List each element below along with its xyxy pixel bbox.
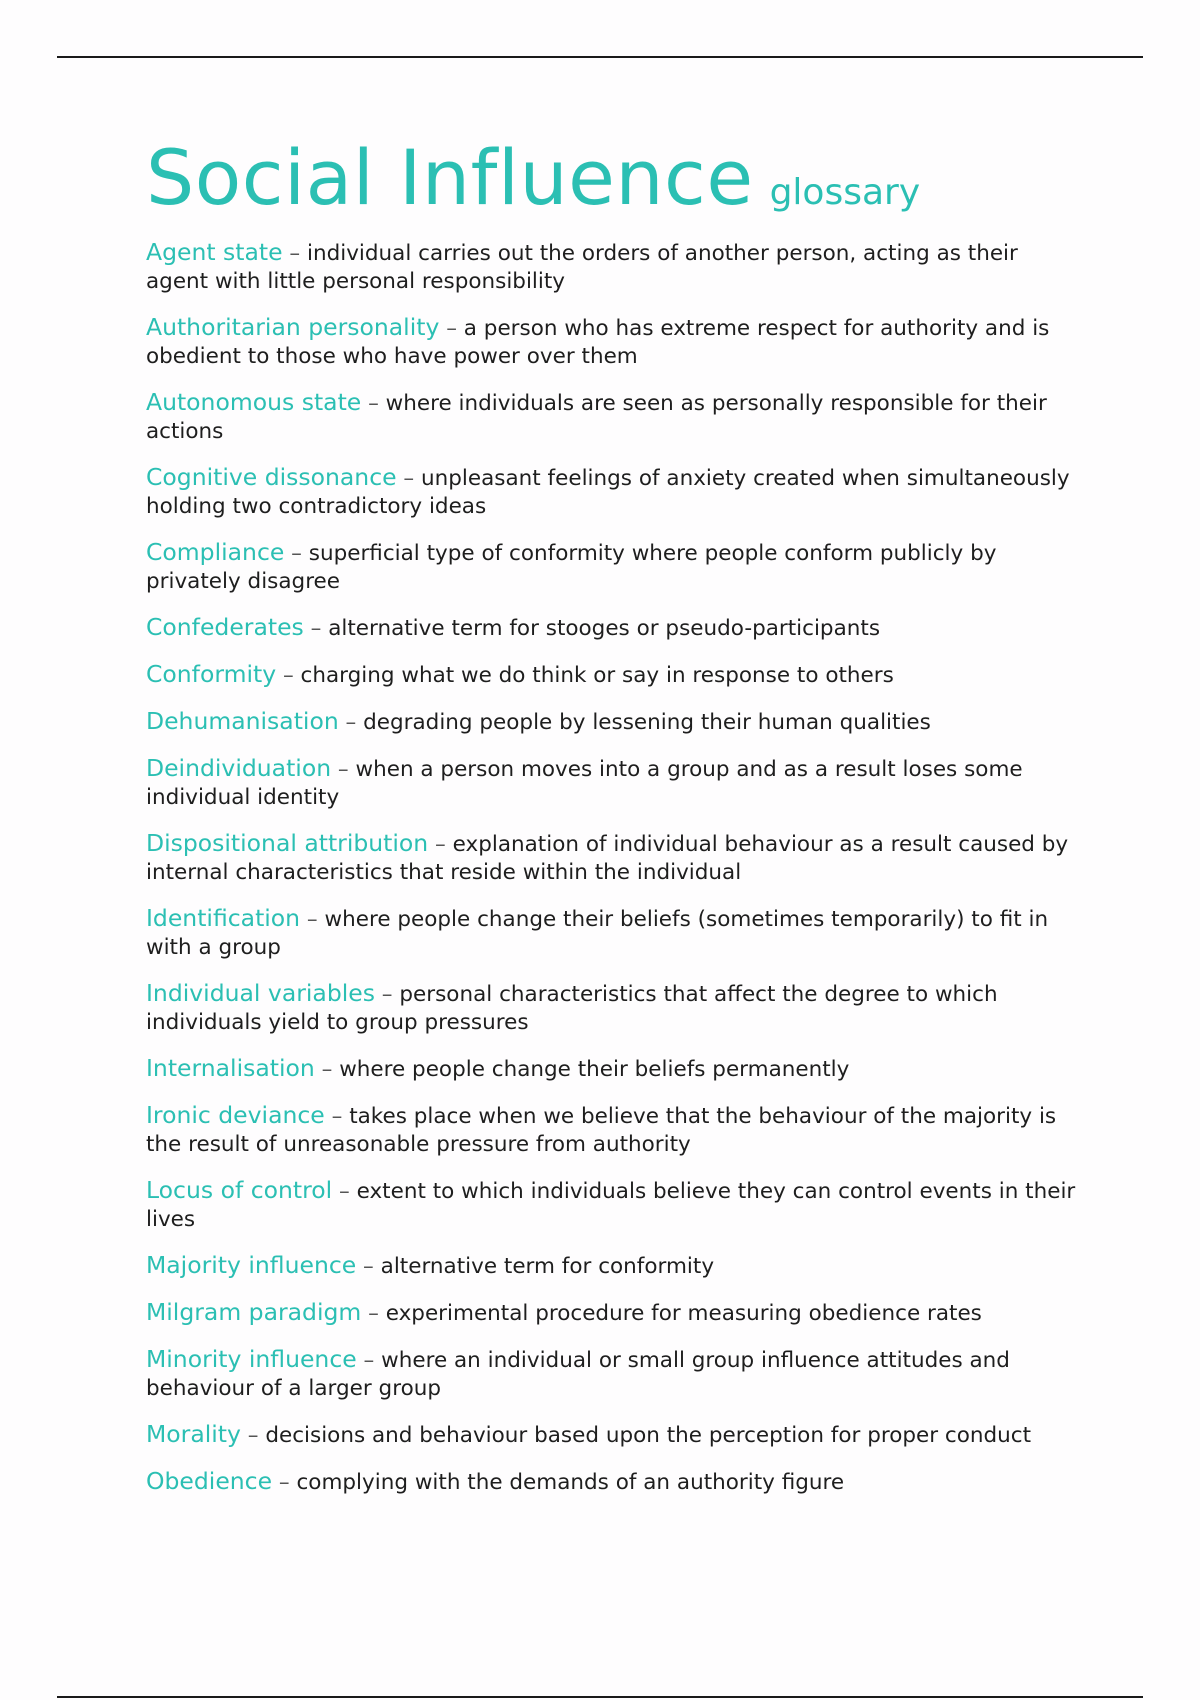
glossary-term: Dehumanisation	[146, 707, 339, 735]
term-separator: –	[396, 466, 422, 491]
glossary-term: Authoritarian personality	[146, 313, 440, 341]
glossary-definition: complying with the demands of an authority figure	[296, 1470, 845, 1495]
glossary-entry	[146, 1054, 1076, 1084]
title-subtitle: glossary	[769, 172, 921, 213]
term-separator: –	[300, 907, 325, 932]
term-separator: –	[282, 241, 307, 266]
term-separator: –	[276, 663, 301, 688]
term-separator: –	[303, 616, 329, 641]
term-separator: –	[361, 1301, 386, 1326]
glossary-definition: extent to which individuals believe they can control events in their lives	[146, 1179, 1076, 1232]
glossary-entry	[146, 538, 1076, 596]
title-main: Social Influence	[146, 133, 754, 222]
glossary-definition: where people change their beliefs permanently	[339, 1057, 850, 1082]
glossary-term: Confederates	[146, 613, 304, 641]
glossary-term: Conformity	[146, 660, 277, 688]
glossary-entry	[146, 388, 1076, 446]
glossary-definition: superficial type of conformity where people conform publicly by privately disagree	[146, 541, 997, 594]
glossary-definition: takes place when we believe that the behaviour of the majority is the result of unreasonable pressure from authority	[146, 1104, 1057, 1157]
glossary-term: Milgram paradigm	[146, 1298, 362, 1326]
glossary-definition: explanation of individual behaviour as a result caused by internal characteristics that reside within the individual	[146, 832, 1069, 885]
glossary-definition: personal characteristics that affect the degree to which individuals yield to group pressures	[146, 982, 998, 1035]
glossary-definition: where people change their beliefs (sometimes temporarily) to fit in with a group	[146, 907, 1049, 960]
glossary-term: Individual variables	[146, 979, 375, 1007]
term-separator: –	[356, 1348, 382, 1373]
term-separator: –	[374, 982, 400, 1007]
glossary-entry	[146, 1467, 1076, 1497]
term-separator: –	[331, 757, 356, 782]
glossary-definition: degrading people by lessening their human qualities	[363, 710, 931, 735]
bottom-rule	[57, 1696, 1143, 1698]
term-separator: –	[332, 1179, 357, 1204]
glossary-entry	[146, 1420, 1076, 1450]
glossary-entry	[146, 1298, 1076, 1328]
glossary-definition: experimental procedure for measuring obedience rates	[385, 1301, 982, 1326]
glossary-term: Autonomous state	[146, 388, 362, 416]
glossary-definition: when a person moves into a group and as a result loses some individual identity	[146, 757, 1023, 810]
glossary-list	[146, 238, 1076, 1497]
glossary-entry	[146, 1101, 1076, 1159]
glossary-entry	[146, 238, 1076, 296]
glossary-content	[146, 133, 1076, 1514]
glossary-definition: where an individual or small group influence attitudes and behaviour of a larger group	[146, 1348, 1010, 1401]
glossary-entry	[146, 707, 1076, 737]
glossary-term: Internalisation	[146, 1054, 315, 1082]
glossary-entry	[146, 660, 1076, 690]
glossary-entry	[146, 1176, 1076, 1234]
glossary-term: Agent state	[146, 238, 283, 266]
glossary-definition: decisions and behaviour based upon the perception for proper conduct	[265, 1423, 1032, 1448]
glossary-term: Ironic deviance	[146, 1101, 325, 1129]
glossary-term: Locus of control	[146, 1176, 333, 1204]
glossary-entry	[146, 313, 1076, 371]
glossary-term: Obedience	[146, 1467, 273, 1495]
term-separator: –	[284, 541, 309, 566]
glossary-definition: unpleasant feelings of anxiety created when simultaneously holding two contradictory ideas	[146, 466, 1070, 519]
term-separator: –	[439, 316, 464, 341]
glossary-definition: alternative term for stooges or pseudo-participants	[328, 616, 881, 641]
glossary-entry	[146, 979, 1076, 1037]
glossary-term: Dispositional attribution	[146, 829, 429, 857]
term-separator: –	[314, 1057, 340, 1082]
page-title	[146, 133, 1076, 222]
glossary-definition: charging what we do think or say in response to others	[300, 663, 894, 688]
glossary-term: Majority influence	[146, 1251, 357, 1279]
term-separator: –	[240, 1423, 266, 1448]
term-separator: –	[428, 832, 453, 857]
glossary-term: Cognitive dissonance	[146, 463, 397, 491]
term-separator: –	[338, 710, 364, 735]
glossary-entry	[146, 904, 1076, 962]
glossary-definition: individual carries out the orders of another person, acting as their agent with little personal responsibility	[146, 241, 1018, 294]
term-separator: –	[272, 1470, 297, 1495]
glossary-entry	[146, 1251, 1076, 1281]
top-rule	[57, 56, 1143, 58]
glossary-definition: where individuals are seen as personally responsible for their actions	[146, 391, 1047, 444]
glossary-entry	[146, 613, 1076, 643]
glossary-term: Identification	[146, 904, 301, 932]
term-separator: –	[361, 391, 386, 416]
glossary-entry	[146, 829, 1076, 887]
term-separator: –	[324, 1104, 350, 1129]
term-separator: –	[356, 1254, 381, 1279]
glossary-definition: alternative term for conformity	[380, 1254, 715, 1279]
glossary-definition: a person who has extreme respect for authority and is obedient to those who have power over them	[146, 316, 1050, 369]
glossary-term: Minority influence	[146, 1345, 357, 1373]
glossary-entry	[146, 754, 1076, 812]
glossary-entry	[146, 463, 1076, 521]
glossary-entry	[146, 1345, 1076, 1403]
glossary-term: Deindividuation	[146, 754, 332, 782]
glossary-term: Compliance	[146, 538, 285, 566]
glossary-term: Morality	[146, 1420, 241, 1448]
